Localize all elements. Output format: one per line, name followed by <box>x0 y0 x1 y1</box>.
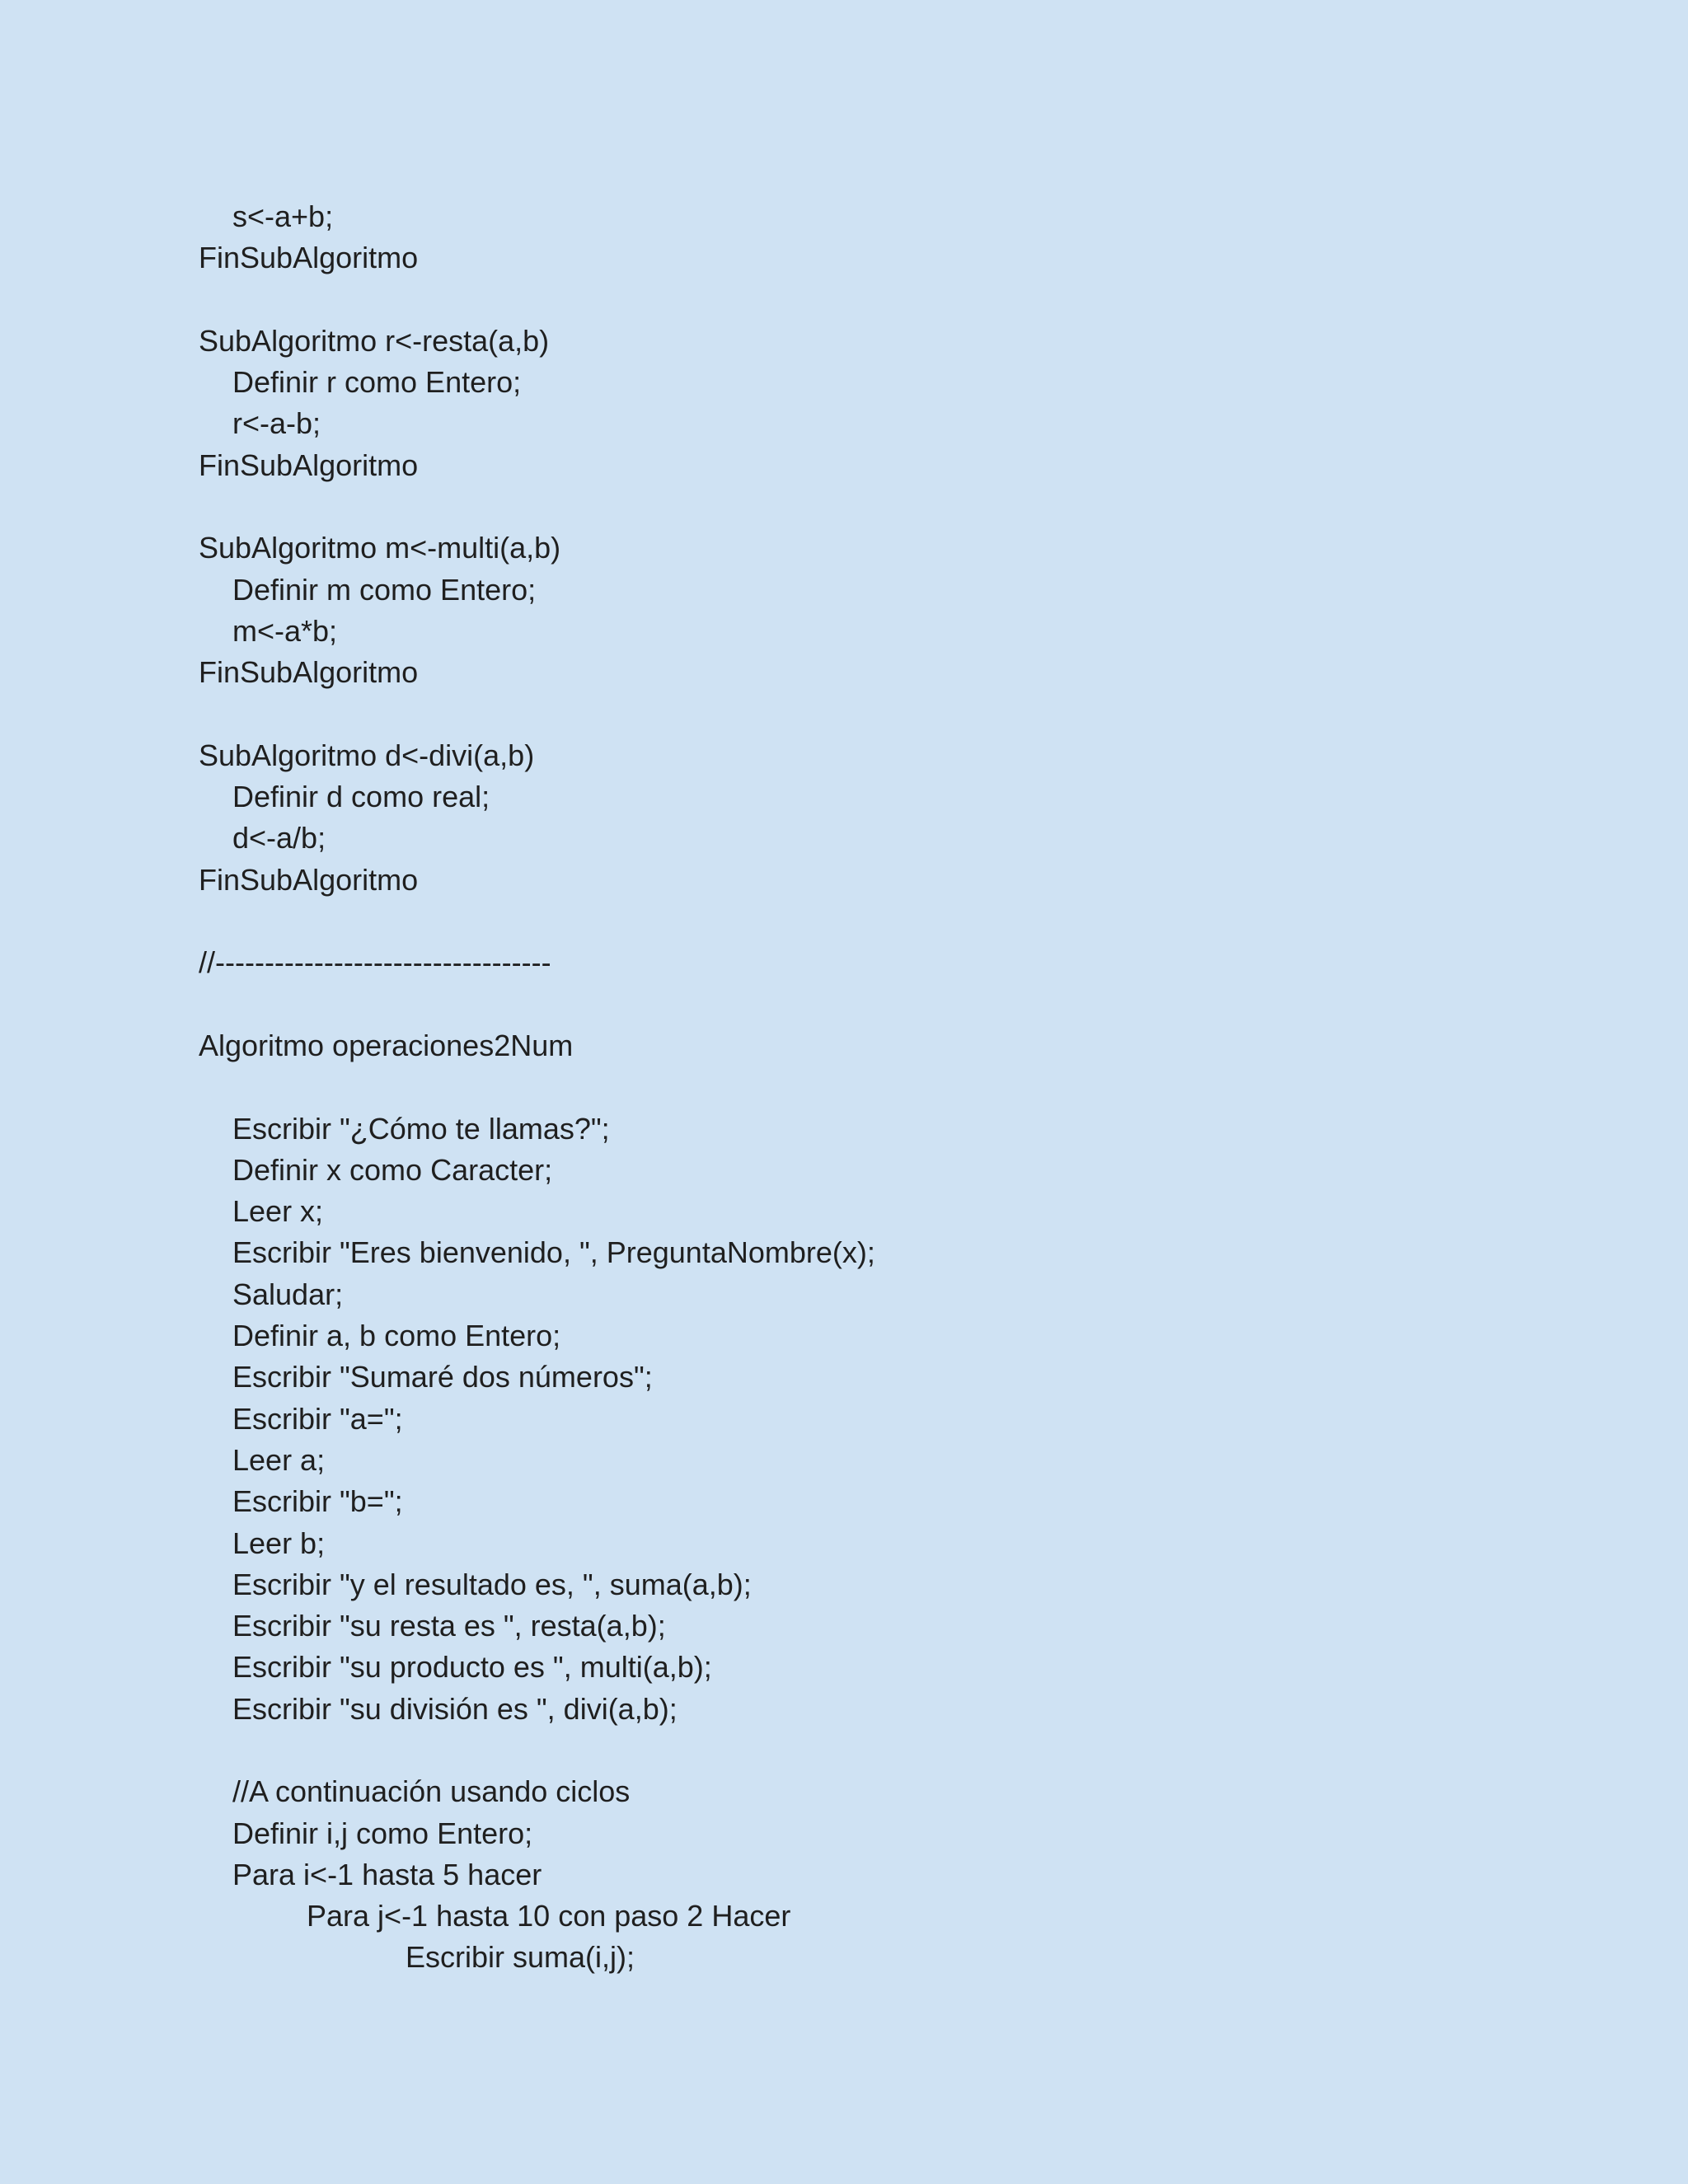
code-line: Escribir "a="; <box>232 1401 403 1436</box>
code-line: Leer a; <box>232 1442 326 1477</box>
code-line: SubAlgoritmo m<-multi(a,b) <box>199 531 561 565</box>
code-line: Para j<-1 hasta 10 con paso 2 Hacer <box>307 1899 791 1933</box>
blank-line <box>199 1066 1600 1108</box>
code-line: //A continuación usando ciclos <box>232 1774 631 1809</box>
code-line: Definir a, b como Entero; <box>232 1319 561 1353</box>
code-line: Definir r como Entero; <box>232 365 522 400</box>
code-line: Escribir suma(i,j); <box>406 1940 635 1975</box>
code-line: Definir x como Caracter; <box>232 1152 553 1187</box>
code-line: SubAlgoritmo d<-divi(a,b) <box>199 738 535 772</box>
pseudocode-listing <box>199 196 1600 1979</box>
blank-line <box>199 901 1600 942</box>
blank-line <box>199 1730 1600 1771</box>
code-line: FinSubAlgoritmo <box>199 241 419 275</box>
code-line: //---------------------------------- <box>199 945 551 980</box>
code-line: Escribir "su resta es ", resta(a,b); <box>232 1609 666 1643</box>
code-line: Escribir "Eres bienvenido, ", PreguntaNombre(x); <box>232 1235 875 1270</box>
code-line: Escribir "¿Cómo te llamas?"; <box>232 1111 610 1146</box>
code-line: FinSubAlgoritmo <box>199 448 419 482</box>
code-line: Para i<-1 hasta 5 hacer <box>232 1857 542 1891</box>
code-line: SubAlgoritmo r<-resta(a,b) <box>199 323 550 358</box>
code-line: Escribir "b="; <box>232 1484 403 1519</box>
blank-line <box>199 486 1600 527</box>
blank-line <box>199 984 1600 1025</box>
code-line: Escribir "y el resultado es, ", suma(a,b); <box>232 1567 752 1601</box>
code-line: Definir m como Entero; <box>232 572 537 607</box>
code-line: FinSubAlgoritmo <box>199 862 419 897</box>
code-line: Definir d como real; <box>232 780 490 814</box>
code-line: Definir i,j como Entero; <box>232 1816 533 1850</box>
code-line: Escribir "Sumaré dos números"; <box>232 1360 653 1394</box>
code-line: Leer b; <box>232 1526 326 1560</box>
code-line: d<-a/b; <box>232 821 326 855</box>
code-line: Saludar; <box>232 1277 344 1311</box>
blank-line <box>199 279 1600 321</box>
code-line: Leer x; <box>232 1194 324 1229</box>
code-line: FinSubAlgoritmo <box>199 655 419 690</box>
code-line: s<-a+b; <box>232 199 334 233</box>
code-line: r<-a-b; <box>232 406 321 441</box>
code-line: Escribir "su producto es ", multi(a,b); <box>232 1650 712 1685</box>
code-line: Algoritmo operaciones2Num <box>199 1028 574 1062</box>
code-line: m<-a*b; <box>232 613 338 648</box>
code-line: Escribir "su división es ", divi(a,b); <box>232 1691 678 1726</box>
blank-line <box>199 694 1600 735</box>
